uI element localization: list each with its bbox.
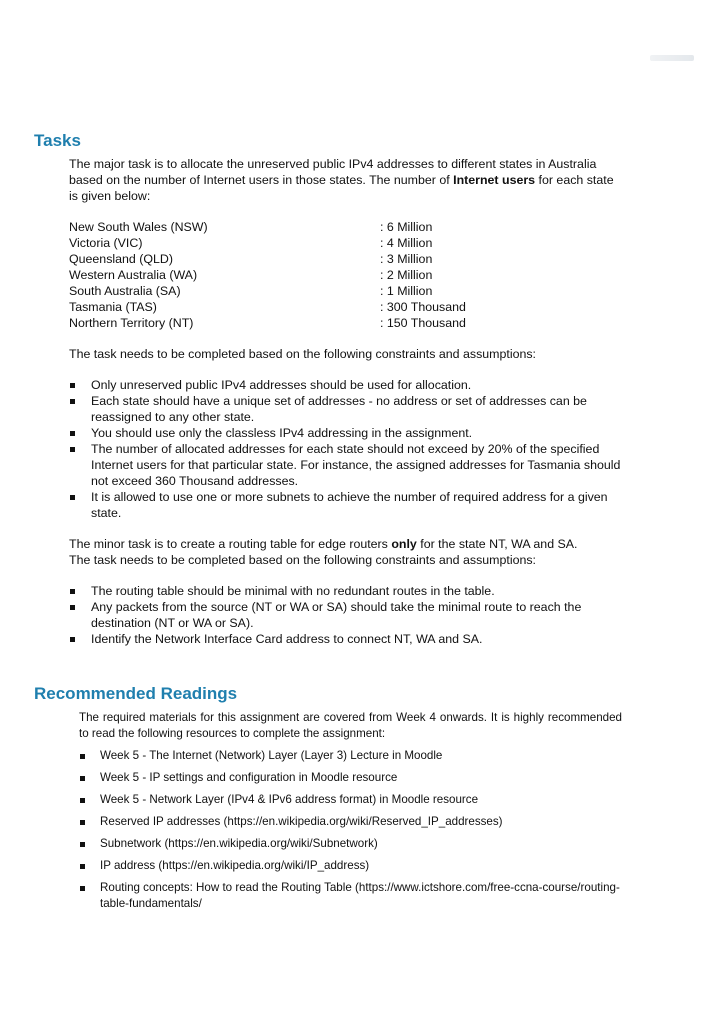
state-row <box>69 299 622 315</box>
state-row <box>69 219 622 235</box>
tasks-intro-bold: Internet users <box>453 173 536 187</box>
list-item <box>79 836 622 852</box>
state-name: Queensland (QLD) <box>69 252 173 266</box>
list-item-text: The number of allocated addresses for each state should not exceed by 20% of the specified Internet users for that particular state. For instance, the assigned addresses for Tasmania should not exceed 360 Thousand addresses. <box>91 442 621 488</box>
state-name: Northern Territory (NT) <box>69 316 194 330</box>
list-item-text: Only unreserved public IPv4 addresses should be used for allocation. <box>91 378 472 392</box>
square-bullet-icon <box>80 754 85 759</box>
list-item-text: Week 5 - Network Layer (IPv4 & IPv6 address format) in Moodle resource <box>100 793 479 806</box>
constraints-intro: The task needs to be completed based on the following constraints and assumptions: <box>69 347 536 361</box>
list-item <box>69 489 622 521</box>
list-item-text: The routing table should be minimal with no redundant routes in the table. <box>91 584 495 598</box>
square-bullet-icon <box>70 399 75 404</box>
list-item <box>79 792 622 808</box>
constraints-list <box>69 377 622 521</box>
state-name: New South Wales (NSW) <box>69 220 208 234</box>
state-user-count: : 1 Million <box>380 284 433 298</box>
readings-heading: Recommended Readings <box>34 684 238 703</box>
list-item <box>69 393 622 425</box>
readings-section <box>79 710 622 918</box>
square-bullet-icon <box>80 864 85 869</box>
state-name: Western Australia (WA) <box>69 268 198 282</box>
list-item <box>69 599 622 631</box>
square-bullet-icon <box>70 447 75 452</box>
square-bullet-icon <box>80 776 85 781</box>
readings-intro: The required materials for this assignment are covered from Week 4 onwards. It is highly recommended to read the following resources to complete the assignment: <box>79 711 622 740</box>
minor-task-text-2: for the state NT, WA and SA. <box>416 537 578 551</box>
square-bullet-icon <box>80 886 85 891</box>
square-bullet-icon <box>70 495 75 500</box>
tasks-intro-text-2: for each state is given below: <box>69 173 614 203</box>
list-item <box>79 814 622 830</box>
square-bullet-icon <box>70 605 75 610</box>
list-item-text: Week 5 - IP settings and configuration in Moodle resource <box>100 771 398 784</box>
state-row <box>69 235 622 251</box>
state-users-list <box>69 219 622 331</box>
list-item <box>69 441 622 489</box>
square-bullet-icon <box>80 842 85 847</box>
list-item-text: IP address (https://en.wikipedia.org/wiki/IP_address) <box>100 859 370 872</box>
state-user-count: : 3 Million <box>380 252 433 266</box>
list-item <box>79 858 622 874</box>
square-bullet-icon <box>70 637 75 642</box>
readings-list <box>79 748 622 912</box>
tasks-heading: Tasks <box>34 131 81 150</box>
tasks-intro-paragraph <box>69 156 622 204</box>
state-row <box>69 267 622 283</box>
state-name: South Australia (SA) <box>69 284 181 298</box>
state-name: Tasmania (TAS) <box>69 300 157 314</box>
tasks-section <box>69 156 622 647</box>
state-user-count: : 300 Thousand <box>380 300 466 314</box>
state-row <box>69 251 622 267</box>
list-item-text: You should use only the classless IPv4 addressing in the assignment. <box>91 426 473 440</box>
state-user-count: : 150 Thousand <box>380 316 466 330</box>
list-item-text: Each state should have a unique set of addresses - no address or set of addresses can be reassigned to any other state. <box>91 394 587 424</box>
square-bullet-icon <box>70 589 75 594</box>
state-user-count: : 4 Million <box>380 236 433 250</box>
square-bullet-icon <box>70 383 75 388</box>
list-item <box>69 631 622 647</box>
page-corner-mark <box>650 55 694 61</box>
list-item-text: Any packets from the source (NT or WA or SA) should take the minimal route to reach the destination (NT or WA or SA). <box>91 600 582 630</box>
list-item-text: Identify the Network Interface Card address to connect NT, WA and SA. <box>91 632 483 646</box>
state-user-count: : 2 Million <box>380 268 433 282</box>
list-item-text: It is allowed to use one or more subnets to achieve the number of required address for a given state. <box>91 490 608 520</box>
list-item <box>69 583 622 599</box>
list-item <box>79 880 622 912</box>
minor-constraints-intro: The task needs to be completed based on the following constraints and assumptions: <box>69 553 536 567</box>
list-item <box>69 377 622 393</box>
minor-task-paragraph <box>69 536 622 552</box>
minor-constraints-list <box>69 583 622 647</box>
list-item-text: Week 5 - The Internet (Network) Layer (Layer 3) Lecture in Moodle <box>100 749 443 762</box>
state-name: Victoria (VIC) <box>69 236 143 250</box>
square-bullet-icon <box>70 431 75 436</box>
state-user-count: : 6 Million <box>380 220 433 234</box>
state-row <box>69 283 622 299</box>
list-item <box>69 425 622 441</box>
state-row <box>69 315 622 331</box>
list-item <box>79 770 622 786</box>
square-bullet-icon <box>80 820 85 825</box>
square-bullet-icon <box>80 798 85 803</box>
list-item <box>79 748 622 764</box>
list-item-text: Reserved IP addresses (https://en.wikipedia.org/wiki/Reserved_IP_addresses) <box>100 815 503 828</box>
list-item-text: Routing concepts: How to read the Routing Table (https://www.ictshore.com/free-ccna-course/routing-table-fundamentals/ <box>100 881 620 910</box>
list-item-text: Subnetwork (https://en.wikipedia.org/wiki/Subnetwork) <box>100 837 378 850</box>
minor-task-text-1: The minor task is to create a routing table for edge routers <box>69 537 392 551</box>
tasks-intro-text-1: The major task is to allocate the unreserved public IPv4 addresses to different states in Australia based on the number of Internet users in those states. The number of <box>69 157 597 187</box>
minor-task-bold: only <box>391 537 417 551</box>
